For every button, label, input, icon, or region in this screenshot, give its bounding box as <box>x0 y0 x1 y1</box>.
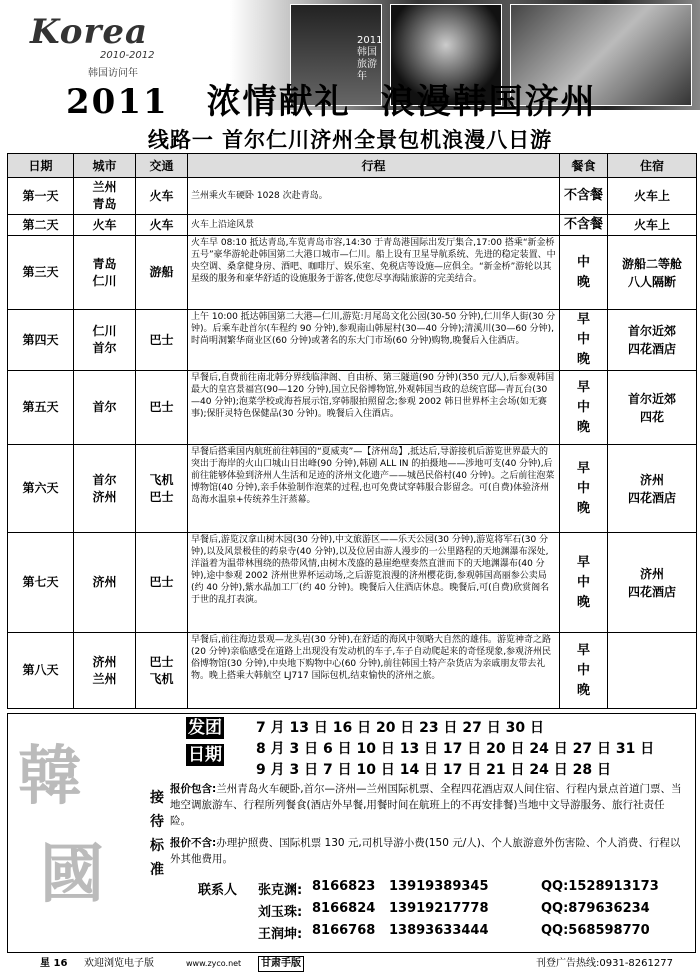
contact-qq: QQ:1528913173 <box>541 879 659 894</box>
transport-cell: 巴士 <box>136 310 188 371</box>
header-date: 日期 <box>8 154 74 178</box>
itinerary-cell: 火车早 08:10 抵达青岛,车览青岛市容,14:30 于青岛港国际出发厅集合,17:00 搭乘“新金桥五号”豪华游轮赴韩国第二大港口城市—仁川。船上设有卫星导航系统、先进的稳定装置、中央空调、桑拿健身房、酒吧、咖啡厅、娱乐室、免税店等设施—应俱全。“新金桥”游轮以其星级的服务和豪华舒适的设施服务于游客,使您尽享海陆旅游的完美结合。 <box>188 236 560 310</box>
day-cell: 第三天 <box>8 236 74 310</box>
day-cell: 第五天 <box>8 371 74 445</box>
transport-cell: 巴士 飞机 <box>136 633 188 709</box>
table-row <box>8 633 697 709</box>
city-cell: 济州 <box>74 533 136 633</box>
contact-phone: 8166768 <box>312 923 376 938</box>
korea-logo <box>30 12 170 82</box>
table-header-row <box>8 154 697 178</box>
price-include-label: 报价包含: <box>170 783 217 795</box>
table-row <box>8 310 697 371</box>
meal-cell: 中 晚 <box>560 236 608 310</box>
header-meals: 餐食 <box>560 154 608 178</box>
hotel-cell: 首尔近郊 四花酒店 <box>608 310 697 371</box>
itinerary-cell: 早餐后,前往海边景观—龙头岩(30 分钟),在舒适的海风中领略大自然的雄伟。游览神奇之路(20 分钟)亲临感受在道路上出现没有发动机的车子,车子自动爬起来的奇怪现象,参观济州民俗博物馆(30 分钟),中央地下购物中心(60 分钟),前往韩国土特产杂货店为亲戚朋友带去礼物。晚上搭乘大韩航空 LJ717 国际包机,结束愉快的济州之旅。 <box>188 633 560 709</box>
city-cell: 火车 <box>74 215 136 236</box>
contact-mobile: 13893633444 <box>389 923 489 938</box>
meal-cell: 早 中 晚 <box>560 371 608 445</box>
table-row <box>8 215 697 236</box>
meal-cell: 不含餐 <box>560 178 608 215</box>
page-headline <box>66 74 597 120</box>
hotel-cell: 火车上 <box>608 178 697 215</box>
table-row <box>8 445 697 533</box>
transport-cell: 火车 <box>136 215 188 236</box>
city-cell: 首尔 济州 <box>74 445 136 533</box>
price-include-text: 兰州青岛火车硬卧,首尔—济州—兰州国际机票、全程四花酒店双人间住宿、行程内景点首道门票、当地空调旅游车、行程所列餐食(酒店外早餐,用餐时间在航班上的不再安排餐)当地中文导游服务、旅行社责任险。 <box>170 783 682 827</box>
meal-cell: 早 中 晚 <box>560 633 608 709</box>
calligraphy-char: 韓 <box>18 739 82 814</box>
hotel-cell: 济州 四花酒店 <box>608 445 697 533</box>
table-row <box>8 178 697 215</box>
transport-cell: 巴士 <box>136 533 188 633</box>
header-city: 城市 <box>74 154 136 178</box>
meal-cell: 早 中 晚 <box>560 533 608 633</box>
footer-text: 欢迎浏览电子版 <box>84 958 154 969</box>
logo-sub: 韩国访问年 <box>88 68 138 79</box>
header-lodging: 住宿 <box>608 154 697 178</box>
logo-word: Korea <box>30 12 149 52</box>
city-cell: 仁川 首尔 <box>74 310 136 371</box>
footer-url[interactable]: www.zyco.net <box>186 959 242 968</box>
day-cell: 第四天 <box>8 310 74 371</box>
headline-year: 2011 <box>66 82 169 120</box>
itinerary-cell: 上午 10:00 抵达韩国第二大港—仁川,游览:月尾岛文化公园(30-50 分钟),仁川华人街(30 分钟)。后乘车赴首尔(车程约 90 分钟),参观南山韩屋村(30—40 分钟);清溪川(30—60 分钟),时尚明洞繁华商业区(60 分钟)或著名的东大门市场(60 分钟)购物,晚餐后入住酒店。 <box>188 310 560 371</box>
hotel-cell: 济州 四花酒店 <box>608 533 697 633</box>
price-exclude-text: 办理护照费、国际机票 130 元,司机导游小费(150 元/人)、个人旅游意外伤害险、个人消费、行程以外其他费用。 <box>170 837 681 865</box>
info-section <box>7 713 696 953</box>
contact-label: 联系人 <box>198 883 238 898</box>
day-cell: 第二天 <box>8 215 74 236</box>
departure-label-1: 发团 <box>188 718 222 738</box>
transport-cell: 巴士 <box>136 371 188 445</box>
itinerary-cell: 火车上沿途风景 <box>188 215 560 236</box>
departure-dates-september: 9 月 3 日 7 日 10 日 14 日 17 日 21 日 24 日 28 日 <box>256 762 611 778</box>
contact-mobile: 13919217778 <box>389 901 489 916</box>
itinerary-cell: 早餐后搭乘国内航班前往韩国的“夏威夷”—【济州岛】,抵达后,导游接机后游览世界最大的突出于海岸的火山口城山日出峰(90 分钟),韩剧 ALL IN 的拍摄地——涉地可支(40 分钟),后前往能够体验到济州人生活和足迹的济州文化遗产——城邑民俗村(40 分钟)。之后前往泡菜博物馆(40 分钟),亲手体验制作泡菜的过程,也可免费试穿韩服合影留念。可(自费)体验济州岛海水温泉+传统养生汗蒸幕。 <box>188 445 560 533</box>
footer-ad-hotline: 刊登广告热线:0931-8261277 <box>536 958 673 969</box>
itinerary-cell: 早餐后,自费前往南北韩分界线临津阁、自由桥、第三隧道(90 分钟)(350 元/人),后参观韩国最大的皇宫景福宫(90—120 分钟),国立民俗博物馆,外观韩国当政的总统官邸—青瓦台(30—40 分钟);泡菜学校或海苔展示馆,穿韩服拍照留念;参观 2002 韩日世界杯主会场(如无赛事);保肝灵特色保健品(30 分钟)。晚餐后入住酒店。 <box>188 371 560 445</box>
hotel-cell <box>608 633 697 709</box>
headline-part-a: 浓情献礼 <box>206 82 351 120</box>
photo-caption-text: 韩国旅游年 <box>357 47 377 82</box>
transport-cell: 飞机 巴士 <box>136 445 188 533</box>
meal-cell: 早 中 晚 <box>560 445 608 533</box>
day-cell: 第八天 <box>8 633 74 709</box>
contact-phone: 8166824 <box>312 901 376 916</box>
banner <box>0 0 700 120</box>
meal-cell: 不含餐 <box>560 215 608 236</box>
table-row <box>8 533 697 633</box>
transport-cell: 游船 <box>136 236 188 310</box>
contact-phone: 8166823 <box>312 879 376 894</box>
page-footer <box>0 955 700 973</box>
city-cell: 兰州 青岛 <box>74 178 136 215</box>
calligraphy-char: 國 <box>40 837 104 912</box>
itinerary-table <box>7 153 697 709</box>
departure-dates-august: 8 月 3 日 6 日 10 日 13 日 17 日 20 日 24 日 27 日 31 日 <box>256 741 655 757</box>
day-cell: 第七天 <box>8 533 74 633</box>
hotel-cell: 火车上 <box>608 215 697 236</box>
header-itinerary: 行程 <box>188 154 560 178</box>
logo-years: 2010-2012 <box>100 50 155 61</box>
footer-page-number: 星 16 <box>40 958 68 969</box>
table-row <box>8 236 697 310</box>
day-cell: 第一天 <box>8 178 74 215</box>
meal-cell: 早 中 晚 <box>560 310 608 371</box>
header-transport: 交通 <box>136 154 188 178</box>
hotel-cell: 游船二等舱 八人隔断 <box>608 236 697 310</box>
departure-dates-july: 7 月 13 日 16 日 20 日 23 日 27 日 30 日 <box>256 720 544 736</box>
contact-mobile: 13919389345 <box>389 879 489 894</box>
contact-name: 王润坤: <box>258 927 303 942</box>
day-cell: 第六天 <box>8 445 74 533</box>
price-exclude <box>170 835 685 867</box>
price-include <box>170 781 685 829</box>
photo-caption-year: 2011 <box>357 35 383 46</box>
hotel-cell: 首尔近郊 四花 <box>608 371 697 445</box>
headline-part-b: 浪漫韩国济州 <box>380 82 597 120</box>
footer-paper-name: 甘肃手版 <box>258 956 304 972</box>
transport-cell: 火车 <box>136 178 188 215</box>
city-cell: 青岛 仁川 <box>74 236 136 310</box>
departure-label-2: 日期 <box>188 745 222 765</box>
contact-qq: QQ:568598770 <box>541 923 650 938</box>
city-cell: 首尔 <box>74 371 136 445</box>
contact-name: 张克渊: <box>258 883 303 898</box>
korea-calligraphy <box>18 728 128 924</box>
contact-qq: QQ:879636234 <box>541 901 650 916</box>
itinerary-cell: 早餐后,游览汉拿山树木园(30 分钟),中文旅游区——乐天公园(30 分钟),游览将军石(30 分钟),以及风景极佳的药泉寺(40 分钟),以及位居由游人漫步的一公里路程的天地渊瀑布深处,洋溢着为温带林围绕的热带风情,由树木茂盛的悬崖绝壁奏然直泄而下的天地渊瀑布(40 分钟),途中参观 2002 济州世界杯运动场,之后游览浪漫的济州樱花街,参观韩国高丽参公卖局(约 40 分钟),紫水晶加工厂(约 40 分钟)。晚餐后入住酒店休息。晚餐后,可(自费)欣赏阁名于世的乱打表演。 <box>188 533 560 633</box>
contact-name: 刘玉珠: <box>258 905 303 920</box>
price-exclude-label: 报价不含: <box>170 837 217 849</box>
itinerary-cell: 兰州乘火车硬卧 1028 次赴青岛。 <box>188 178 560 215</box>
city-cell: 济州 兰州 <box>74 633 136 709</box>
service-standard-label: 接 待 标 准 <box>150 790 164 878</box>
route-title: 线路一 首尔仁川济州全景包机浪漫八日游 <box>147 128 553 152</box>
table-row <box>8 371 697 445</box>
